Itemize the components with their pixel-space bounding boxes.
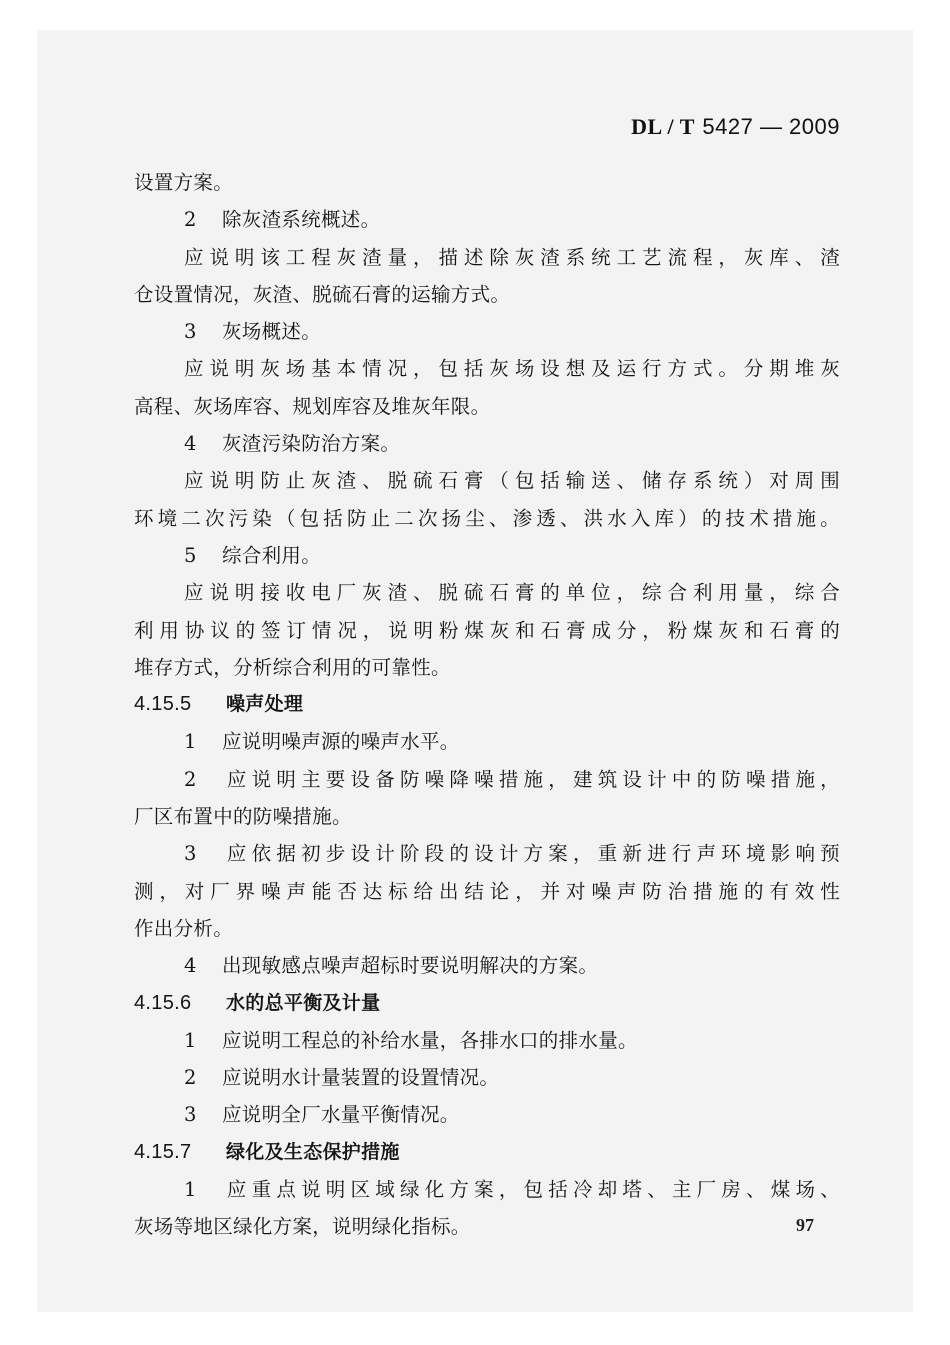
text-line: 仓设置情况，灰渣、脱硫石膏的运输方式。	[134, 282, 511, 306]
list-text: 灰场概述。	[222, 320, 322, 344]
list-item	[134, 537, 840, 574]
text-line: 作出分析。	[134, 916, 234, 940]
list-number: 1	[184, 730, 197, 754]
list-number: 4	[184, 954, 197, 978]
list-text: 应说明水计量装置的设置情况。	[222, 1066, 500, 1090]
section-number: 4.15.6	[134, 991, 192, 1014]
list-number: 5	[184, 543, 197, 567]
list-item	[134, 201, 840, 238]
list-text: 应说明主要设备防噪降噪措施，建筑设计中的防噪措施，	[222, 767, 840, 791]
section-title: 噪声处理	[226, 693, 304, 716]
list-text: 出现敏感点噪声超标时要说明解决的方案。	[222, 954, 599, 978]
section-heading	[134, 686, 840, 723]
list-number: 2	[184, 767, 197, 791]
list-number: 3	[184, 842, 197, 866]
text-line: 应说明该工程灰渣量，描述除灰渣系统工艺流程，灰库、渣	[184, 245, 840, 269]
list-text: 灰渣污染防治方案。	[222, 432, 401, 456]
section-title: 水的总平衡及计量	[226, 991, 381, 1014]
text-line: 设置方案。	[134, 171, 234, 194]
standard-code-header	[631, 114, 840, 140]
text-line: 环境二次污染（包括防止二次扬尘、渗透、洪水入库）的技术措施。	[134, 506, 840, 530]
standard-code-number: 5427 — 2009	[702, 114, 840, 139]
section-number: 4.15.5	[134, 693, 192, 716]
list-number: 1	[184, 1028, 197, 1052]
list-item	[134, 1022, 840, 1059]
list-text: 应重点说明区域绿化方案，包括冷却塔、主厂房、煤场、	[222, 1178, 840, 1202]
section-heading	[134, 1134, 840, 1171]
list-number: 4	[184, 432, 197, 456]
list-item	[134, 835, 840, 872]
list-text: 应说明噪声源的噪声水平。	[222, 730, 460, 754]
list-number: 1	[184, 1178, 197, 1202]
page-number: 97	[796, 1215, 814, 1235]
list-text: 应依据初步设计阶段的设计方案，重新进行声环境影响预	[222, 842, 840, 866]
text-line: 应说明防止灰渣、脱硫石膏（包括输送、储存系统）对周围	[184, 469, 840, 493]
list-number: 3	[184, 1103, 197, 1127]
text-line: 堆存方式，分析综合利用的可靠性。	[134, 655, 451, 679]
list-number: 2	[184, 1066, 197, 1090]
text-line: 应说明灰场基本情况，包括灰场设想及运行方式。分期堆灰	[184, 357, 840, 381]
list-text: 应说明全厂水量平衡情况。	[222, 1103, 460, 1127]
list-number: 3	[184, 320, 197, 344]
list-item	[134, 1171, 840, 1208]
section-heading	[134, 985, 840, 1022]
text-line: 高程、灰场库容、规划库容及堆灰年限。	[134, 394, 491, 418]
list-item	[134, 947, 840, 984]
standard-code-prefix: DL / T	[631, 114, 695, 139]
text-line: 厂区布置中的防噪措施。	[134, 805, 352, 829]
section-title: 绿化及生态保护措施	[226, 1140, 400, 1163]
list-item	[134, 425, 840, 462]
list-number: 2	[184, 208, 197, 232]
text-line: 灰场等地区绿化方案，说明绿化指标。	[134, 1215, 471, 1239]
list-text: 应说明工程总的补给水量，各排水口的排水量。	[222, 1028, 638, 1052]
section-number: 4.15.7	[134, 1140, 192, 1163]
list-item	[134, 761, 840, 798]
text-line: 利用协议的签订情况，说明粉煤灰和石膏成分，粉煤灰和石膏的	[134, 618, 840, 642]
list-text: 综合利用。	[222, 543, 322, 567]
document-body	[134, 164, 840, 1246]
text-line: 应说明接收电厂灰渣、脱硫石膏的单位，综合利用量，综合	[184, 581, 840, 605]
list-item	[134, 1059, 840, 1096]
list-item	[134, 313, 840, 350]
list-item	[134, 1096, 840, 1133]
list-item	[134, 723, 840, 760]
text-line: 测，对厂界噪声能否达标给出结论，并对噪声防治措施的有效性	[134, 879, 840, 903]
list-text: 除灰渣系统概述。	[222, 208, 381, 232]
